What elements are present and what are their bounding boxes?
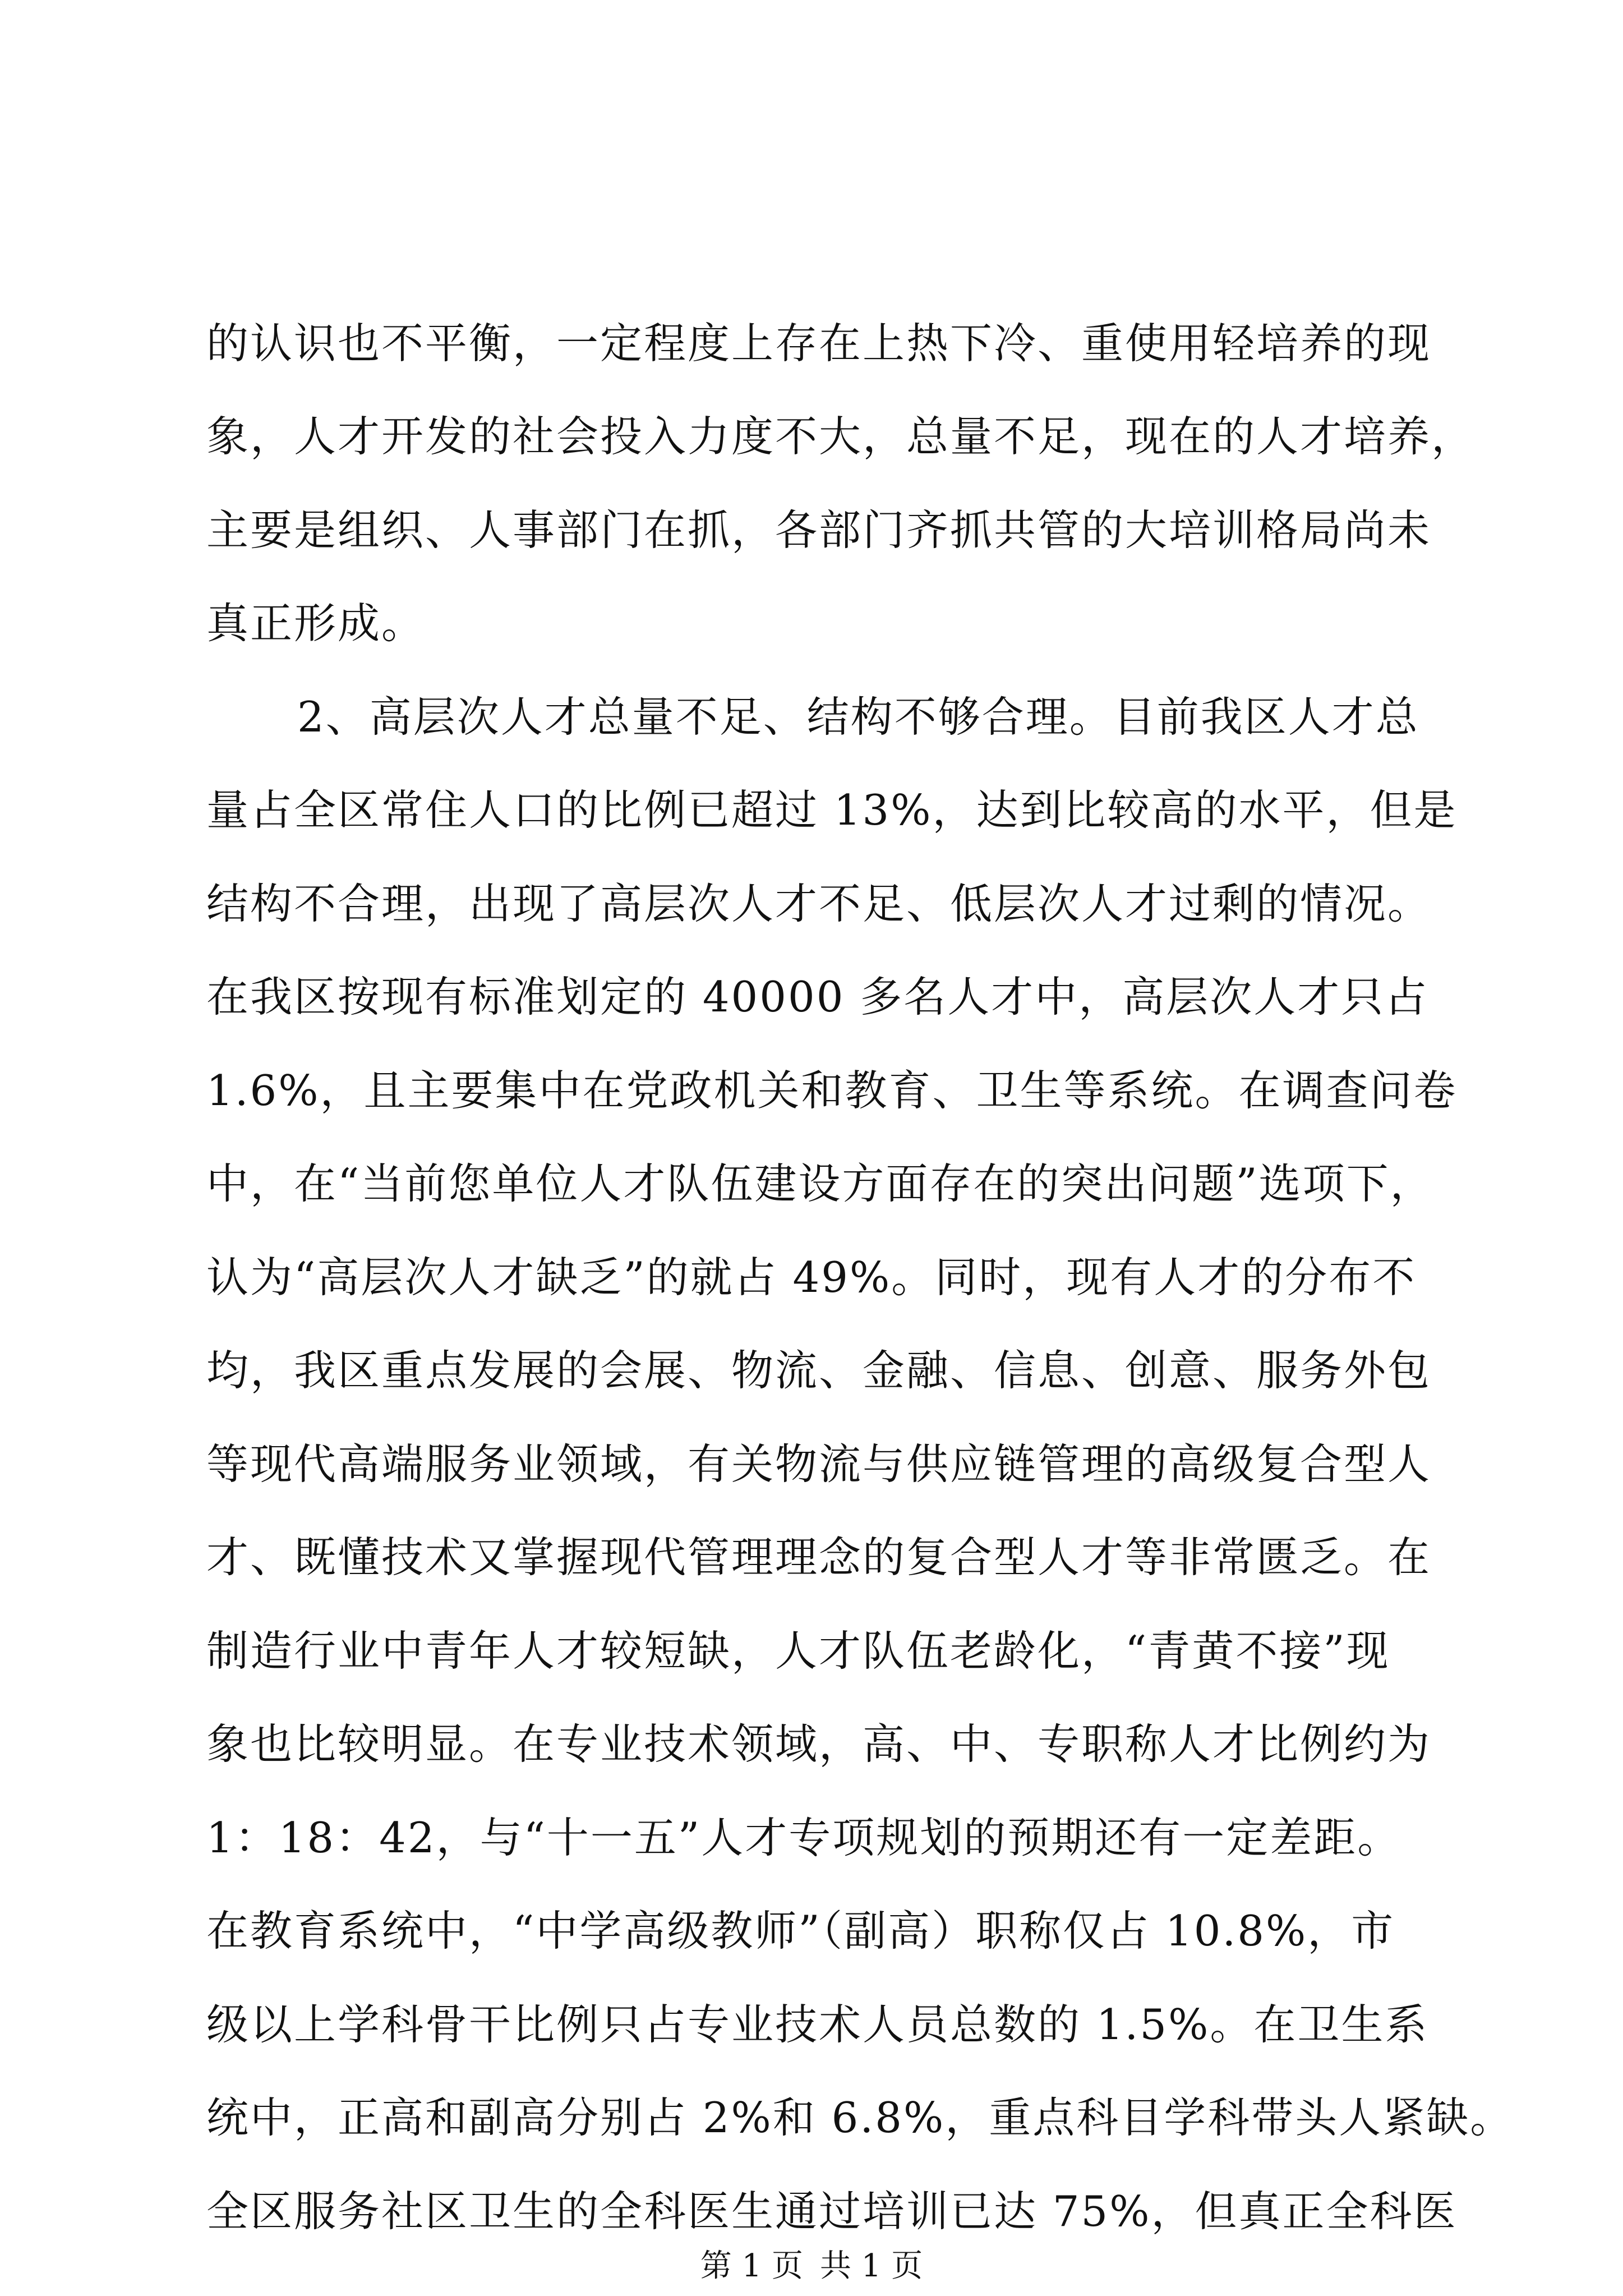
- text-line-14: 才、既懂技术又掌握现代管理理念的复合型人才等非常匮乏。在: [206, 1533, 1432, 1582]
- paragraph-2-first-line: 2、高层次人才总量不足、结构不够合理。目前我区人才总: [297, 692, 1419, 742]
- text-line-21: 全区服务社区卫生的全科医生通过培训已达 75%，但真正全科医: [206, 2187, 1458, 2236]
- text-line-6: 量占全区常住人口的比例已超过 13%，达到比较高的水平，但是: [206, 785, 1458, 835]
- text-line-19: 级以上学科骨干比例只占专业技术人员总数的 1.5%。在卫生系: [206, 2000, 1429, 2049]
- text-line-8: 在我区按现有标准划定的 40000 多名人才中，高层次人才只占: [206, 972, 1429, 1022]
- text-line-17: 1：18：42，与“十一五”人才专项规划的预期还有一定差距。: [206, 1813, 1401, 1862]
- text-line-15: 制造行业中青年人才较短缺，人才队伍老龄化，“青黄不接”现: [206, 1626, 1390, 1676]
- text-line-7: 结构不合理，出现了高层次人才不足、低层次人才过剩的情况。: [206, 879, 1432, 928]
- text-line-1: 的认识也不平衡，一定程度上存在上热下冷、重使用轻培养的现: [206, 319, 1432, 368]
- text-line-3: 主要是组织、人事部门在抓，各部门齐抓共管的大培训格局尚未: [206, 505, 1432, 555]
- page-total: 共 1 页: [820, 2248, 923, 2284]
- page-number: 第 1 页: [700, 2248, 803, 2284]
- text-line-4: 真正形成。: [206, 599, 426, 648]
- page-footer: [0, 2244, 1623, 2289]
- text-line-13: 等现代高端服务业领域，有关物流与供应链管理的高级复合型人: [206, 1439, 1432, 1489]
- text-line-18: 在教育系统中，“中学高级教师”（副高）职称仅占 10.8%，市: [206, 1906, 1395, 1955]
- text-line-20: 统中，正高和副高分别占 2%和 6.8%，重点科目学科带头人紧缺。: [206, 2093, 1514, 2142]
- text-line-11: 认为“高层次人才缺乏”的就占 49%。同时，现有人才的分布不: [206, 1253, 1417, 1302]
- text-line-16: 象也比较明显。在专业技术领域，高、中、专职称人才比例约为: [206, 1719, 1432, 1769]
- text-line-9: 1.6%，且主要集中在党政机关和教育、卫生等系统。在调查问卷: [206, 1066, 1458, 1115]
- text-line-2: 象，人才开发的社会投入力度不大，总量不足，现在的人才培养，: [206, 412, 1476, 461]
- text-line-12: 均，我区重点发展的会展、物流、金融、信息、创意、服务外包: [206, 1346, 1432, 1395]
- text-line-10: 中，在“当前您单位人才队伍建设方面存在的突出问题”选项下，: [206, 1159, 1434, 1208]
